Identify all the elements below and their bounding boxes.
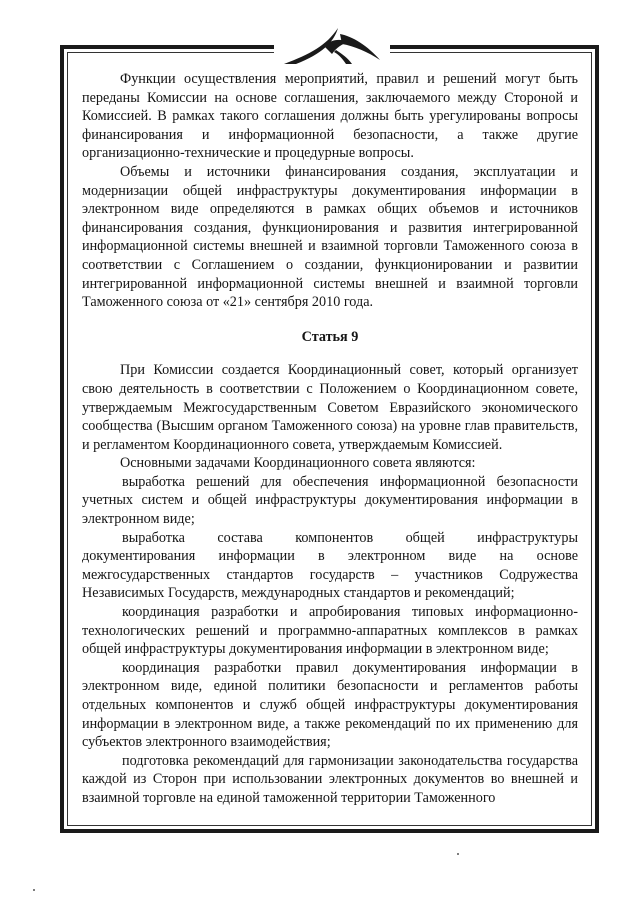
paragraph-functions-transfer: Функции осуществления мероприятий, правил и решений могут быть переданы Комиссии на основе соглашения, заключаемого между Стороной и Комиссией. В рамках такого соглашения должны быть урегулированы вопросы финансирования и информационной безопасности, а также другие организационно-технические и процедурные вопросы. bbox=[82, 71, 578, 162]
task-item-security: выработка решений для обеспечения информационной безопасности учетных систем и общей инфраструктуры документирования информации в электронном виде; bbox=[82, 473, 578, 528]
task-item-harmonization: подготовка рекомендаций для гармонизации законодательства государства каждой из Сторон при использовании электронных документов во внешней и взаимной торговле на единой таможенной территории Таможенного bbox=[82, 752, 578, 806]
task-item-typical-solutions: координация разработки и апробирования типовых информационно-технологических решений и программно-аппаратных комплексов в рамках общей инфраструктуры документирования информации в электронном виде; bbox=[82, 604, 578, 658]
task-item-components: выработка состава компонентов общей инфраструктуры документирования информации в электронном виде на основе межгосударственных стандартов государств – участников Содружества Независимых Государств, международных стандартов и рекомендаций; bbox=[82, 529, 578, 602]
paragraph-financing-volumes: Объемы и источники финансирования создания, эксплуатации и модернизации общей инфраструктуры документирования информации в электронном виде определяются в рамках общих объемов и источников финансирования создания, функционирования и развития интегрированной информационной системы внешней и взаимной торговли Таможенного союза в соответствии с Соглашением о создании, функционировании и развитии интегрированной информационной системы внешней и взаимной торговли Таможенного союза от «21» сентября 2010 года. bbox=[82, 163, 578, 311]
article-heading: Статья 9 bbox=[301, 328, 359, 345]
paragraph-coordination-council: При Комиссии создается Координационный совет, который организует свою деятельность в соответствии с Положением о Координационном совете, утверждаемым Межгосударственным Советом Евразийского экономического сообщества (Высшим органом Таможенного союза) на уровне глав правительств, и регламентом Координационного совета, утверждаемым Комиссией. bbox=[82, 362, 578, 453]
document-body bbox=[82, 70, 578, 808]
eagle-emblem-icon bbox=[282, 24, 382, 66]
scan-speck bbox=[457, 853, 459, 855]
task-item-rules: координация разработки правил документирования информации в электронном виде, единой политики безопасности и регламентов работы отдельных компонентов и служб общей инфраструктуры документирования информации в электронном виде, а также рекомендаций по их применению для субъектов электронного взаимодействия; bbox=[82, 659, 578, 751]
scan-speck bbox=[33, 889, 35, 891]
paragraph-main-tasks: Основными задачами Координационного совета являются: bbox=[120, 455, 476, 472]
